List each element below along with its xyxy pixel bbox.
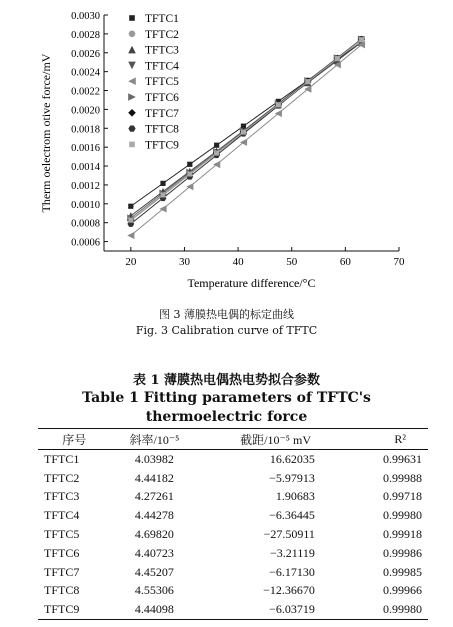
cell-intercept: −3.21119 xyxy=(270,545,315,560)
x-tick-label: 60 xyxy=(339,256,351,268)
header-r-squared: R² xyxy=(394,431,406,446)
legend-label: TFTC7 xyxy=(145,107,179,120)
y-tick-label: 0.0022 xyxy=(71,86,100,98)
y-tick-label: 0.0006 xyxy=(71,237,100,249)
table-row xyxy=(38,563,428,582)
cell-r-squared: 0.99986 xyxy=(383,545,422,560)
data-point xyxy=(214,150,219,155)
legend-label: TFTC3 xyxy=(145,44,179,57)
data-point xyxy=(359,37,364,42)
cell-serial: TFTC2 xyxy=(44,470,80,485)
table-title-en-line2: thermoelectric force xyxy=(145,409,308,425)
y-tick-label: 0.0014 xyxy=(71,162,100,174)
cell-r-squared: 0.99631 xyxy=(383,451,422,466)
y-tick-label: 0.0028 xyxy=(71,29,100,41)
cell-slope: 4.45207 xyxy=(134,564,174,579)
cell-intercept: −27.50911 xyxy=(263,527,315,542)
legend-marker xyxy=(128,125,135,131)
fitting-parameters-table xyxy=(38,428,428,620)
x-tick-label: 50 xyxy=(286,256,298,268)
y-tick-label: 0.0010 xyxy=(71,199,100,211)
y-tick-label: 0.0024 xyxy=(71,67,100,79)
table-row xyxy=(38,506,428,525)
legend-label: TFTC6 xyxy=(145,92,179,104)
cell-slope: 4.44098 xyxy=(134,602,174,617)
cell-intercept: −6.17130 xyxy=(269,564,315,579)
cell-serial: TFTC4 xyxy=(44,508,80,523)
y-tick-label: 0.0008 xyxy=(71,218,100,230)
cell-r-squared: 0.99985 xyxy=(383,564,422,579)
data-point xyxy=(276,102,281,107)
y-axis-label: Therm oelectrom otive force/mV xyxy=(39,53,53,213)
cell-slope: 4.03982 xyxy=(134,451,174,466)
data-point xyxy=(128,204,133,209)
cell-serial: TFTC5 xyxy=(44,527,80,542)
legend-label: TFTC9 xyxy=(145,139,179,152)
legend-label: TFTC2 xyxy=(145,28,179,41)
legend-marker xyxy=(128,109,136,117)
cell-serial: TFTC6 xyxy=(44,545,80,560)
cell-r-squared: 0.99718 xyxy=(383,489,422,504)
cell-serial: TFTC7 xyxy=(44,564,80,579)
legend-marker xyxy=(128,62,136,70)
calibration-chart xyxy=(0,0,453,300)
table-row xyxy=(38,488,428,507)
data-point xyxy=(128,217,133,222)
y-tick-label: 0.0020 xyxy=(71,105,100,117)
cell-intercept: 1.90683 xyxy=(275,489,315,504)
table-title-en-line1: Table 1 Fitting parameters of TFTC's xyxy=(82,390,371,406)
y-tick-label: 0.0012 xyxy=(71,180,100,192)
cell-r-squared: 0.99918 xyxy=(383,527,422,542)
cell-intercept: 16.62035 xyxy=(269,451,315,466)
cell-serial: TFTC1 xyxy=(44,451,80,466)
x-tick-label: 40 xyxy=(232,256,244,268)
table-row xyxy=(38,450,428,469)
legend-label: TFTC4 xyxy=(145,60,179,73)
cell-r-squared: 0.99966 xyxy=(383,583,422,598)
x-tick-label: 20 xyxy=(125,256,137,268)
y-tick-label: 0.0030 xyxy=(71,11,100,22)
data-point xyxy=(160,192,165,197)
data-point xyxy=(305,79,310,84)
table-row xyxy=(38,600,428,619)
header-serial: 序号 xyxy=(62,432,87,447)
cell-intercept: −6.36445 xyxy=(269,508,315,523)
data-point xyxy=(187,171,192,176)
header-slope: 斜率/10⁻⁵ xyxy=(129,432,180,447)
cell-slope: 4.55306 xyxy=(134,583,174,598)
table-title-cn: 表 1 薄膜热电偶热电势拟合参数 xyxy=(132,373,321,388)
legend-label: TFTC8 xyxy=(145,123,179,136)
data-point xyxy=(187,162,192,167)
cell-slope: 4.44182 xyxy=(134,470,174,485)
cell-slope: 4.44278 xyxy=(134,508,174,523)
cell-serial: TFTC3 xyxy=(44,489,80,504)
cell-intercept: −6.03719 xyxy=(269,602,315,617)
cell-slope: 4.69820 xyxy=(134,527,174,542)
figure-caption-cn: 图 3 薄膜热电偶的标定曲线 xyxy=(159,308,294,321)
table-row xyxy=(38,525,428,544)
x-axis-label: Temperature difference/°C xyxy=(187,276,316,290)
legend-label: TFTC1 xyxy=(145,13,179,25)
cell-serial: TFTC8 xyxy=(44,583,80,598)
figure-caption-en: Fig. 3 Calibration curve of TFTC xyxy=(135,324,318,337)
legend-marker xyxy=(128,77,136,85)
x-tick-label: 70 xyxy=(393,256,405,268)
cell-slope: 4.27261 xyxy=(134,489,174,504)
legend-marker xyxy=(129,142,135,148)
table-row xyxy=(38,544,428,563)
cell-intercept: −12.36670 xyxy=(263,583,315,598)
data-point xyxy=(127,232,134,239)
data-point xyxy=(335,56,340,61)
legend-marker xyxy=(129,15,135,21)
cell-r-squared: 0.99980 xyxy=(383,602,422,617)
data-point xyxy=(241,129,246,134)
cell-r-squared: 0.99988 xyxy=(383,470,422,485)
legend-marker xyxy=(129,31,136,38)
table-header-row xyxy=(38,429,428,450)
cell-serial: TFTC9 xyxy=(44,602,80,617)
table-row xyxy=(38,582,428,601)
data-point xyxy=(214,143,219,148)
cell-intercept: −5.97913 xyxy=(269,470,315,485)
legend-marker xyxy=(128,46,136,54)
cell-slope: 4.40723 xyxy=(134,545,174,560)
y-tick-label: 0.0018 xyxy=(71,124,100,136)
y-tick-label: 0.0016 xyxy=(71,143,100,155)
cell-r-squared: 0.99980 xyxy=(383,508,422,523)
data-point xyxy=(160,181,165,186)
table-row xyxy=(38,469,428,488)
x-tick-label: 30 xyxy=(178,256,190,268)
header-intercept: 截距/10⁻⁵ mV xyxy=(240,432,311,447)
legend-label: TFTC5 xyxy=(145,76,179,89)
y-tick-label: 0.0026 xyxy=(71,48,100,60)
legend-marker xyxy=(128,93,136,101)
